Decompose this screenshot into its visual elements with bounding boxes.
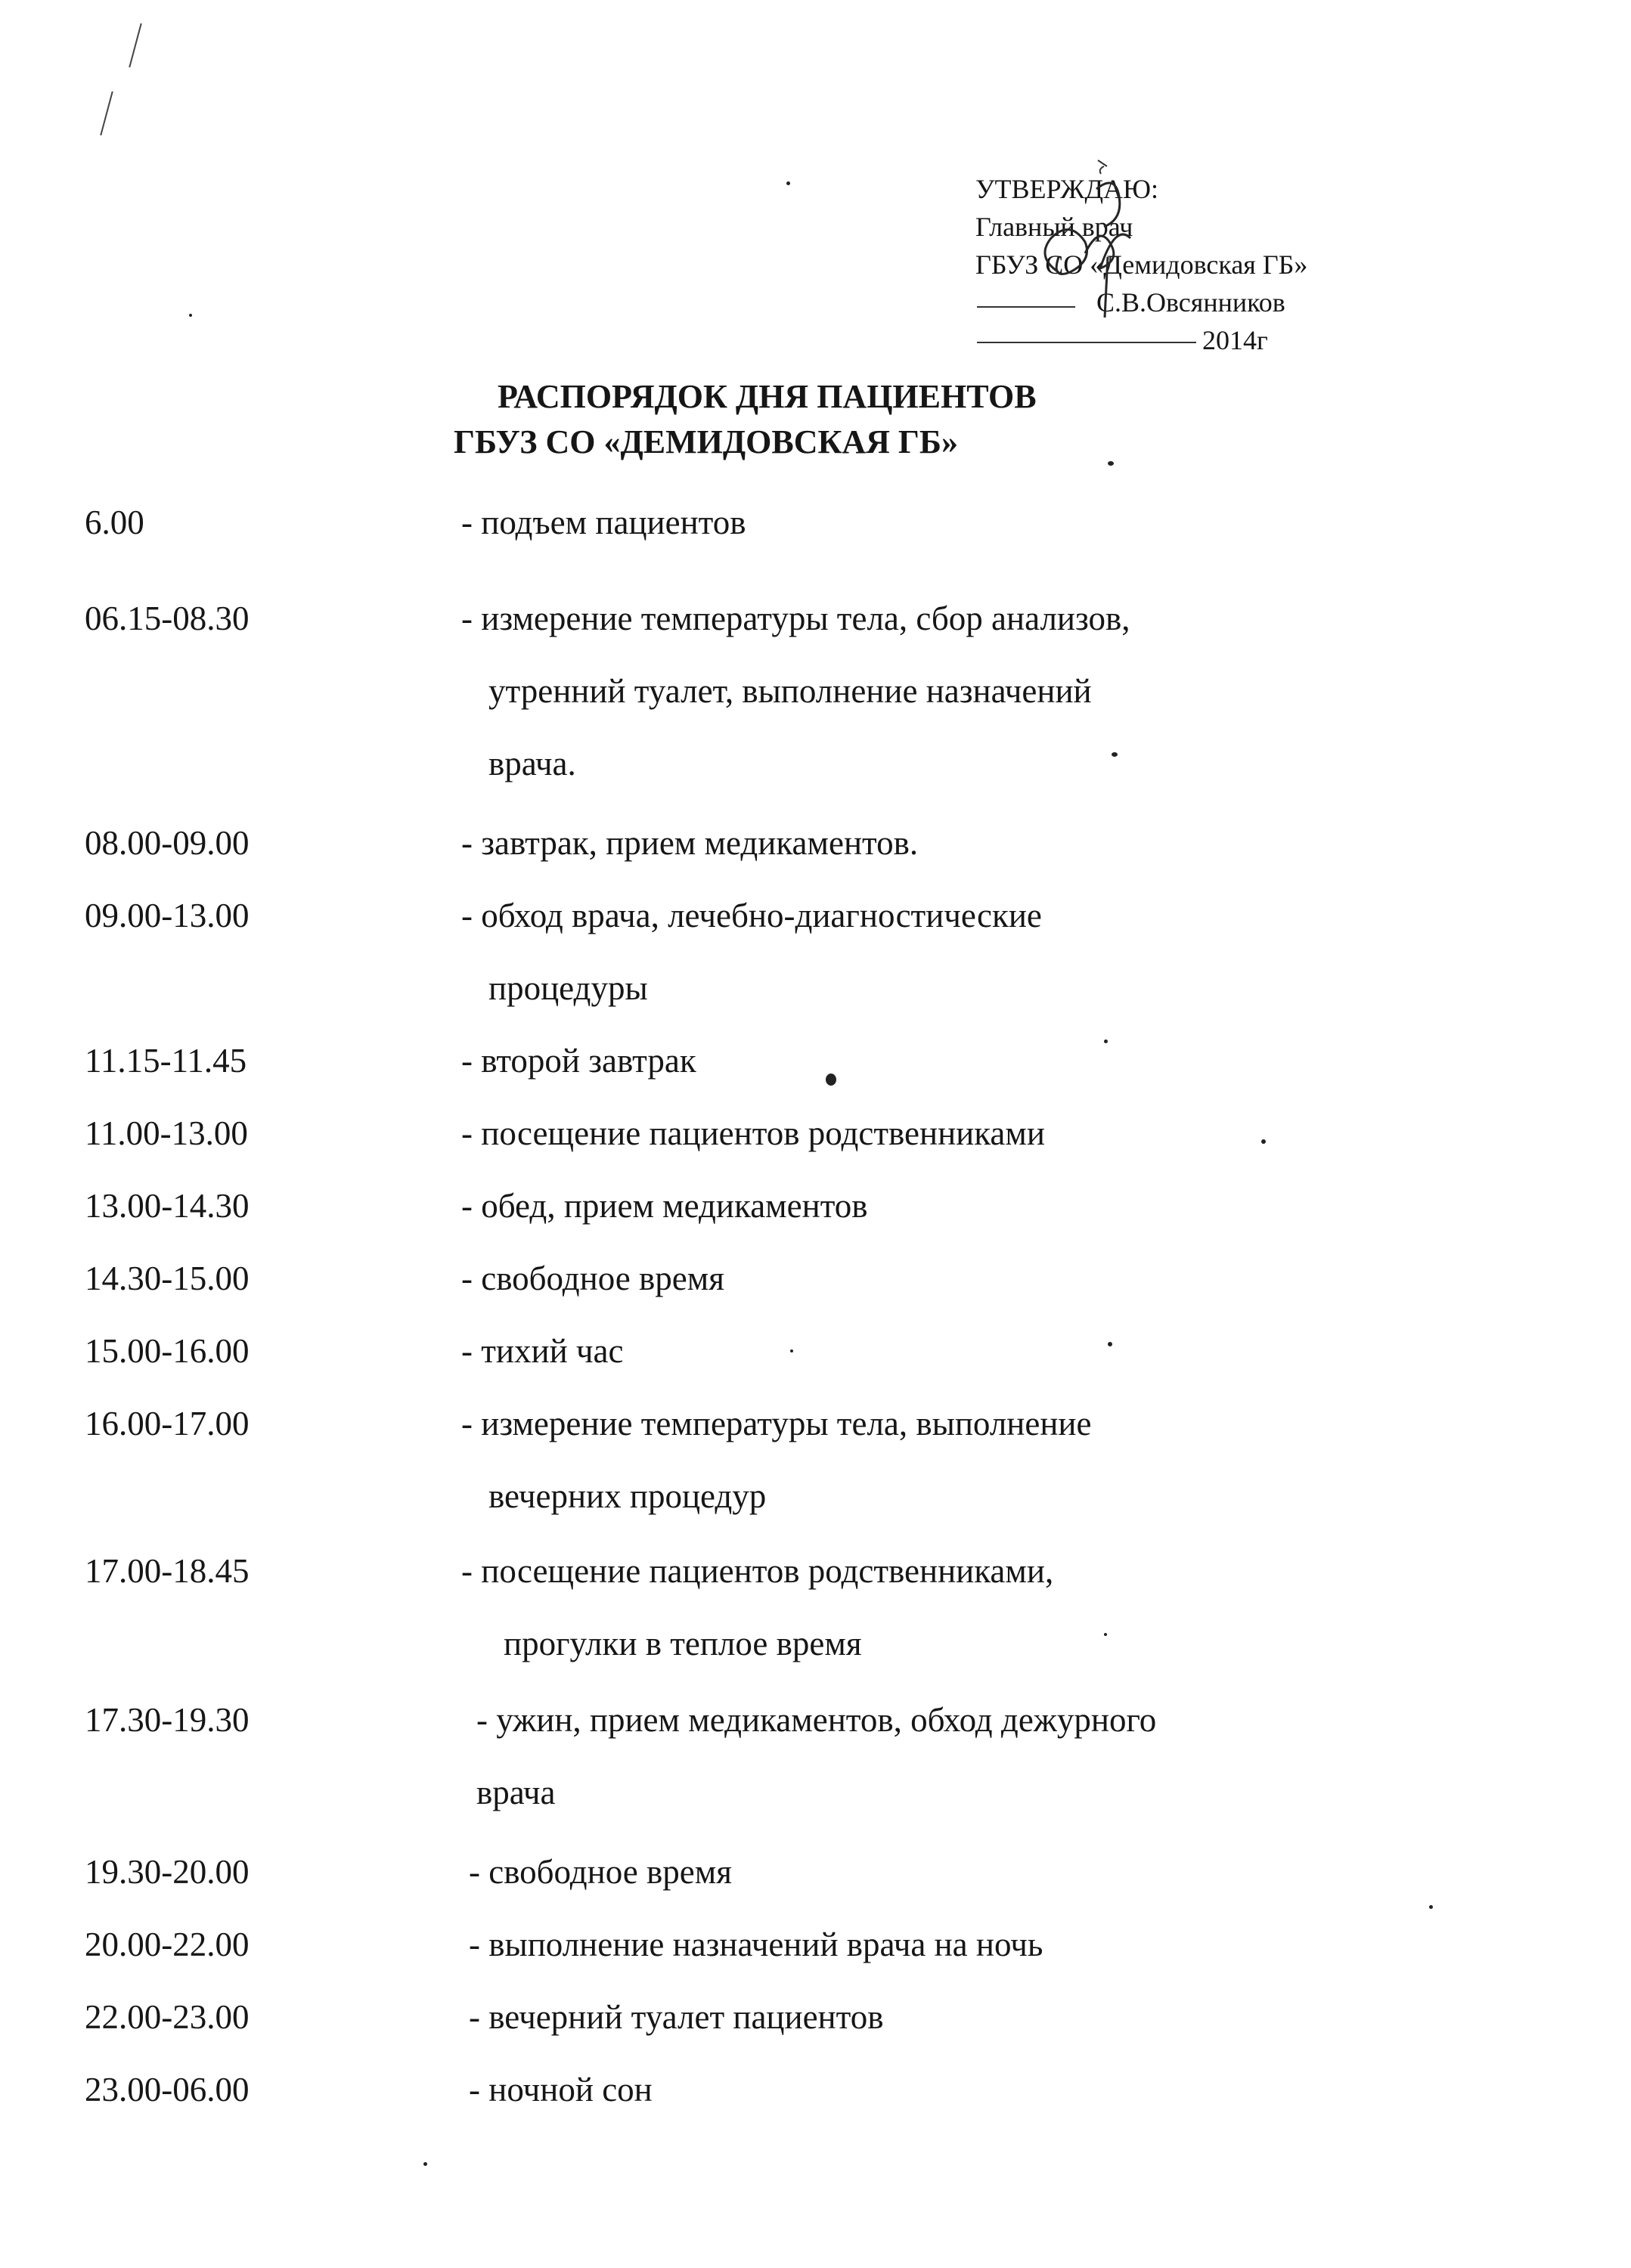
title-line-2: ГБУЗ СО «ДЕМИДОВСКАЯ ГБ»	[454, 423, 959, 460]
schedule-description-line: врача.	[488, 745, 576, 782]
schedule-description-line: - выполнение назначений врача на ночь	[469, 1926, 1043, 1963]
schedule-time: 19.30-20.00	[85, 1853, 250, 1891]
schedule-description	[461, 1535, 1444, 1680]
schedule-time: 08.00-09.00	[85, 824, 250, 862]
schedule-time: 22.00-23.00	[85, 1998, 250, 2036]
schedule-time: 6.00	[85, 503, 144, 541]
date-line	[977, 342, 1196, 343]
schedule-description-line: - ужин, прием медикаментов, обход дежурного	[476, 1701, 1157, 1739]
approval-organization: ГБУЗ СО «Демидовская ГБ»	[975, 249, 1308, 280]
schedule-description-line: - завтрак, прием медикаментов.	[461, 824, 919, 862]
scan-speck	[786, 181, 790, 185]
handwritten-signature	[1013, 151, 1210, 333]
schedule-time: 23.00-06.00	[85, 2071, 250, 2108]
schedule-description	[469, 1908, 1452, 1981]
approval-heading: УТВЕРЖДАЮ:	[975, 174, 1159, 204]
schedule-time: 16.00-17.00	[85, 1405, 250, 1442]
schedule-time: 11.15-11.45	[85, 1042, 247, 1080]
schedule-description	[461, 879, 1444, 1024]
schedule-description	[476, 1684, 1459, 1829]
schedule-description-line: - посещение пациентов родственниками	[461, 1114, 1045, 1152]
schedule-description-line: - обход врача, лечебно-диагностические	[461, 897, 1042, 934]
approval-name: С.В.Овсянников	[1096, 287, 1285, 318]
schedule-description-line: - вечерний туалет пациентов	[469, 1998, 884, 2036]
schedule-time: 17.30-19.30	[85, 1701, 250, 1739]
schedule-description	[469, 1836, 1452, 1908]
schedule-description-line: - второй завтрак	[461, 1042, 696, 1080]
schedule-description-line: - свободное время	[469, 1853, 732, 1891]
schedule-description-line: - подъем пациентов	[461, 503, 746, 541]
schedule-description	[461, 1097, 1444, 1170]
schedule-description	[469, 1981, 1452, 2053]
schedule-time: 06.15-08.30	[85, 600, 250, 637]
scan-speck	[423, 2162, 427, 2166]
schedule-time: 20.00-22.00	[85, 1926, 250, 1963]
schedule-description-line: - свободное время	[461, 1259, 724, 1297]
schedule-description-line: вечерних процедур	[488, 1477, 767, 1515]
schedule-time: 13.00-14.30	[85, 1187, 250, 1225]
schedule-description-line: - ночной сон	[469, 2071, 653, 2108]
scan-speck	[189, 314, 192, 317]
schedule-description-line: прогулки в теплое время	[504, 1625, 862, 1662]
schedule-description	[461, 582, 1444, 800]
schedule-time: 17.00-18.45	[85, 1552, 250, 1590]
schedule-description-line: - тихий час	[461, 1332, 624, 1370]
document-title	[454, 374, 1134, 465]
schedule-time: 15.00-16.00	[85, 1332, 250, 1370]
schedule-description-line: - измерение температуры тела, выполнение	[461, 1405, 1092, 1442]
schedule-description	[469, 2053, 1452, 2126]
schedule-description	[461, 486, 1444, 559]
schedule-description-line: процедуры	[488, 969, 648, 1007]
schedule-time: 14.30-15.00	[85, 1259, 250, 1297]
schedule-description	[461, 1024, 1444, 1097]
schedule-description	[461, 807, 1444, 879]
schedule-time: 11.00-13.00	[85, 1114, 248, 1152]
approval-year: 2014г	[1202, 325, 1268, 355]
approval-position: Главный врач	[975, 212, 1133, 242]
schedule-description-line: - обед, прием медикаментов	[461, 1187, 868, 1225]
schedule-description	[461, 1242, 1444, 1315]
schedule-description-line: - посещение пациентов родственниками,	[461, 1552, 1054, 1590]
scan-scratch	[129, 23, 141, 67]
title-line-1: РАСПОРЯДОК ДНЯ ПАЦИЕНТОВ	[498, 378, 1037, 415]
scan-scratch	[100, 91, 113, 135]
schedule-description-line: врача	[476, 1774, 556, 1811]
schedule-description-line: - измерение температуры тела, сбор анализов,	[461, 600, 1130, 637]
schedule-description	[461, 1315, 1444, 1387]
schedule-time: 09.00-13.00	[85, 897, 250, 934]
schedule-description-line: утренний туалет, выполнение назначений	[488, 672, 1092, 710]
schedule-description	[461, 1387, 1444, 1532]
schedule-description	[461, 1170, 1444, 1242]
